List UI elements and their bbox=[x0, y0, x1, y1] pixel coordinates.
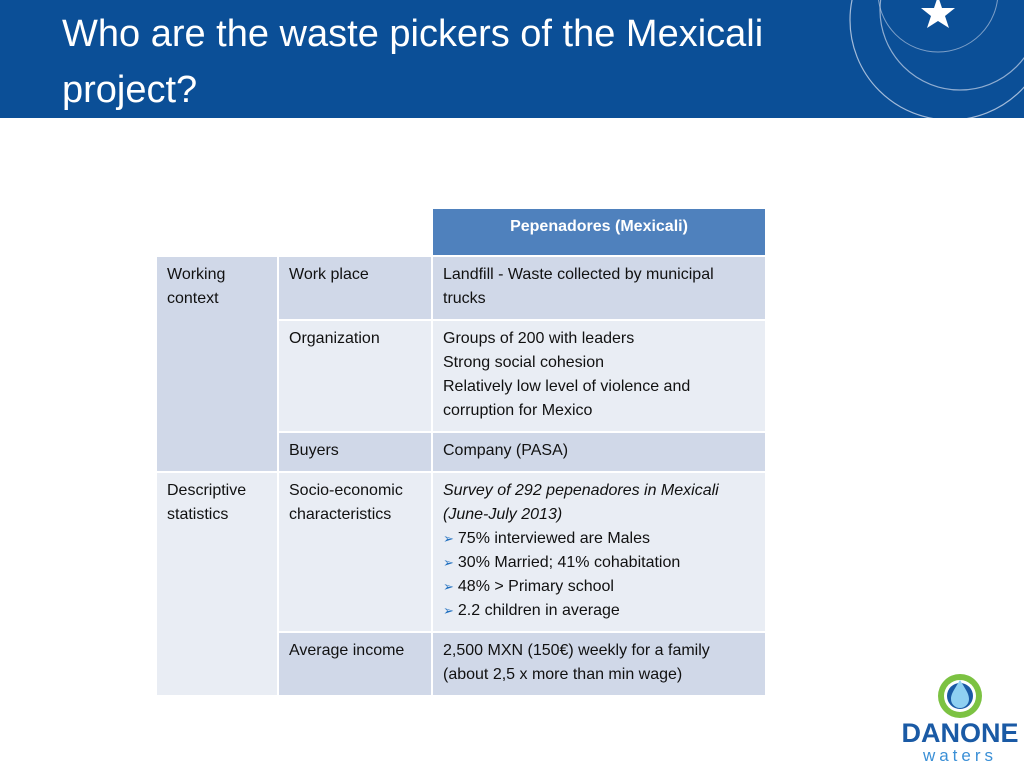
title-banner bbox=[0, 0, 1024, 118]
arrow-bullet-icon: ➢ bbox=[443, 555, 454, 570]
table-header-row bbox=[157, 209, 767, 257]
row-value bbox=[433, 257, 767, 321]
group-label-working-context: Working context bbox=[157, 257, 279, 473]
value-line: Relatively low level of violence and corruption for Mexico bbox=[443, 378, 691, 419]
comparison-table bbox=[157, 209, 767, 697]
water-drop-icon bbox=[896, 670, 1024, 720]
bullet-item: ➢ 30% Married; 41% cohabitation bbox=[443, 554, 681, 571]
arrow-bullet-icon: ➢ bbox=[443, 579, 454, 594]
value-line: Company (PASA) bbox=[443, 442, 569, 459]
row-value bbox=[433, 633, 767, 697]
row-label: Work place bbox=[279, 257, 433, 321]
table-row bbox=[157, 473, 767, 633]
logo-brand: DANONE bbox=[901, 718, 1019, 748]
column-header: Pepenadores (Mexicali) bbox=[433, 209, 767, 257]
bullet-item: ➢ 75% interviewed are Males bbox=[443, 530, 650, 547]
arrow-bullet-icon: ➢ bbox=[443, 603, 454, 618]
row-label: Buyers bbox=[279, 433, 433, 473]
row-label: Organization bbox=[279, 321, 433, 433]
group-label-descriptive-statistics: Descriptive statistics bbox=[157, 473, 279, 697]
value-line: Groups of 200 with leaders bbox=[443, 330, 635, 347]
row-label: Average income bbox=[279, 633, 433, 697]
row-value bbox=[433, 473, 767, 633]
logo-subtitle: waters bbox=[922, 746, 998, 765]
star-circles-decoration bbox=[820, 0, 1024, 118]
row-value bbox=[433, 321, 767, 433]
arrow-bullet-icon: ➢ bbox=[443, 531, 454, 546]
star-icon bbox=[921, 0, 955, 28]
row-value bbox=[433, 433, 767, 473]
table-row bbox=[157, 257, 767, 321]
bullet-item: ➢ 2.2 children in average bbox=[443, 602, 620, 619]
danone-waters-logo bbox=[896, 670, 1024, 768]
value-line: Landfill - Waste collected by municipal trucks bbox=[443, 266, 714, 307]
value-line: Strong social cohesion bbox=[443, 354, 604, 371]
row-label: Socio-economic characteristics bbox=[279, 473, 433, 633]
value-line: 2,500 MXN (150€) weekly for a family (about 2,5 x more than min wage) bbox=[443, 642, 710, 683]
bullet-item: ➢ 48% > Primary school bbox=[443, 578, 614, 595]
slide-title: Who are the waste pickers of the Mexicali project? bbox=[62, 13, 764, 111]
survey-note: Survey of 292 pepenadores in Mexicali (June-July 2013) bbox=[443, 482, 719, 523]
